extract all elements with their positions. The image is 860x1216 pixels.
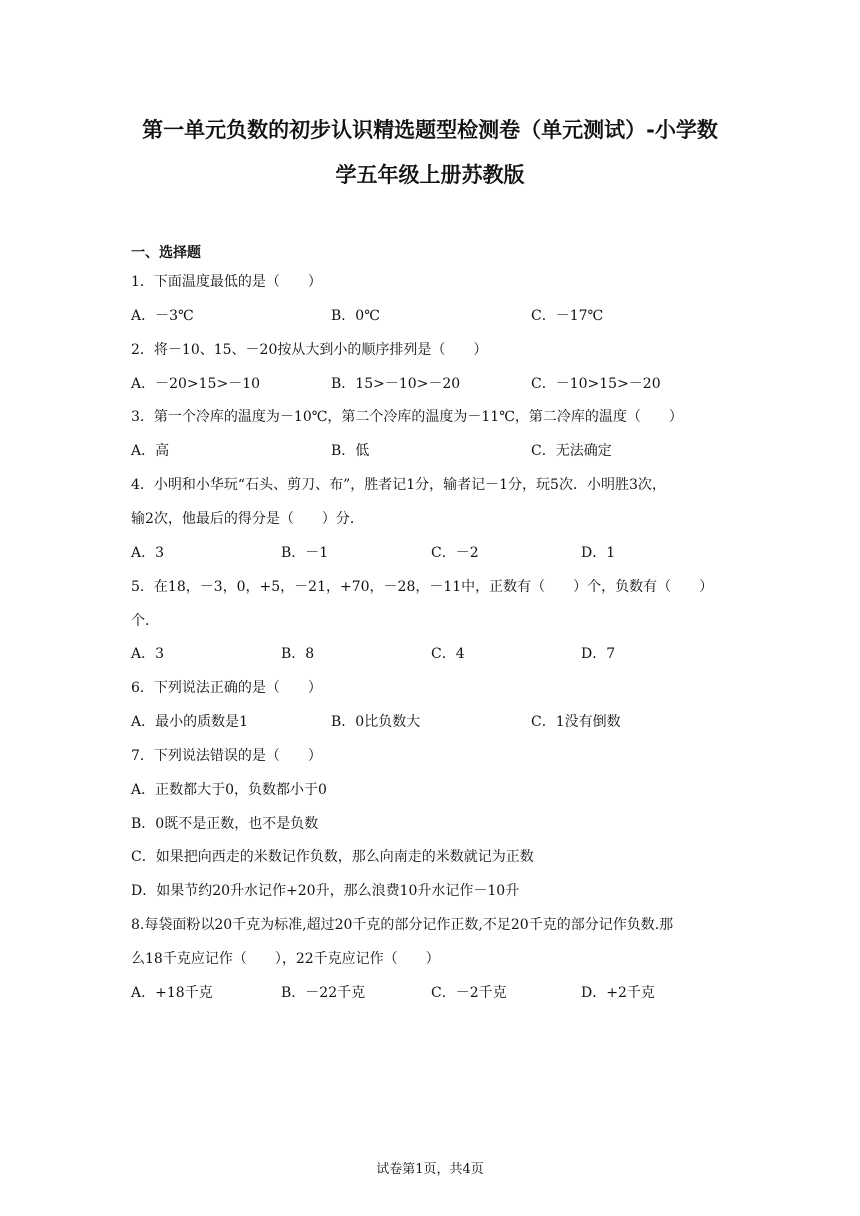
question-5-stem-line1: 5．在18，－3，0，+5，－21，+70，－28，－11中，正数有（ ）个，负数有（ ） xyxy=(131,579,714,595)
question-3-option-a: A．高 xyxy=(131,443,170,459)
question-6-option-a: A．最小的质数是1 xyxy=(131,714,249,730)
question-8-stem-line1: 8.每袋面粉以20千克为标准,超过20千克的部分记作正数,不足20千克的部分记作负数.那 xyxy=(131,917,674,933)
question-3-stem: 3．第一个冷库的温度为－10℃，第二个冷库的温度为－11℃，第二冷库的温度（ ） xyxy=(131,409,683,425)
question-1-option-a: A．－3℃ xyxy=(131,308,194,324)
question-8-option-a: A．+18千克 xyxy=(131,985,213,1001)
question-2-option-c: C．－10>15>－20 xyxy=(531,376,661,392)
question-7-option-b: B．0既不是正数，也不是负数 xyxy=(131,816,319,832)
question-2-option-a: A．－20>15>－10 xyxy=(131,376,261,392)
question-5-option-b: B．8 xyxy=(281,646,315,662)
question-7-stem: 7．下列说法错误的是（ ） xyxy=(131,748,322,764)
question-8-option-b: B．－22千克 xyxy=(281,985,366,1001)
section-heading: 一、选择题 xyxy=(131,245,201,261)
question-1-stem: 1．下面温度最低的是（ ） xyxy=(131,274,322,290)
question-7-option-c: C．如果把向西走的米数记作负数，那么向南走的米数就记为正数 xyxy=(131,849,534,865)
question-1-option-c: C．－17℃ xyxy=(531,308,604,324)
question-5-option-a: A．3 xyxy=(131,646,165,662)
question-1-option-b: B．0℃ xyxy=(331,308,380,324)
question-5-option-d: D．7 xyxy=(581,646,616,662)
question-2-option-b: B．15>－10>－20 xyxy=(331,376,461,392)
question-6-option-b: B．0比负数大 xyxy=(331,714,421,730)
page-title-line2: 学五年级上册苏教版 xyxy=(335,163,525,187)
question-7-option-a: A．正数都大于0，负数都小于0 xyxy=(131,782,327,798)
question-4-option-a: A．3 xyxy=(131,545,165,561)
question-4-option-b: B．－1 xyxy=(281,545,329,561)
question-7-option-d: D．如果节约20升水记作+20升，那么浪费10升水记作－10升 xyxy=(131,883,520,899)
question-3-option-b: B．低 xyxy=(331,443,370,459)
question-3-option-c: C．无法确定 xyxy=(531,443,612,459)
question-8-option-c: C．－2千克 xyxy=(431,985,507,1001)
question-2-stem: 2．将－10、15、－20按从大到小的顺序排列是（ ） xyxy=(131,342,488,358)
question-5-option-c: C．4 xyxy=(431,646,465,662)
question-4-stem-line2: 输2次，他最后的得分是（ ）分． xyxy=(131,511,364,527)
question-4-option-d: D．1 xyxy=(581,545,616,561)
question-8-option-d: D．+2千克 xyxy=(581,985,655,1001)
question-6-option-c: C．1没有倒数 xyxy=(531,714,621,730)
page-title-line1: 第一单元负数的初步认识精选题型检测卷（单元测试）-小学数 xyxy=(142,118,718,142)
question-4-stem-line1: 4．小明和小华玩“石头、剪刀、布”，胜者记1分，输者记－1分，玩5次．小明胜3次， xyxy=(131,477,666,493)
question-4-option-c: C．－2 xyxy=(431,545,479,561)
question-5-stem-line2: 个． xyxy=(131,613,159,629)
question-8-stem-line2: 么18千克应记作（ ），22千克应记作（ ） xyxy=(131,951,440,967)
question-6-stem: 6．下列说法正确的是（ ） xyxy=(131,680,322,696)
page-footer: 试卷第1页，共4页 xyxy=(376,1162,484,1177)
